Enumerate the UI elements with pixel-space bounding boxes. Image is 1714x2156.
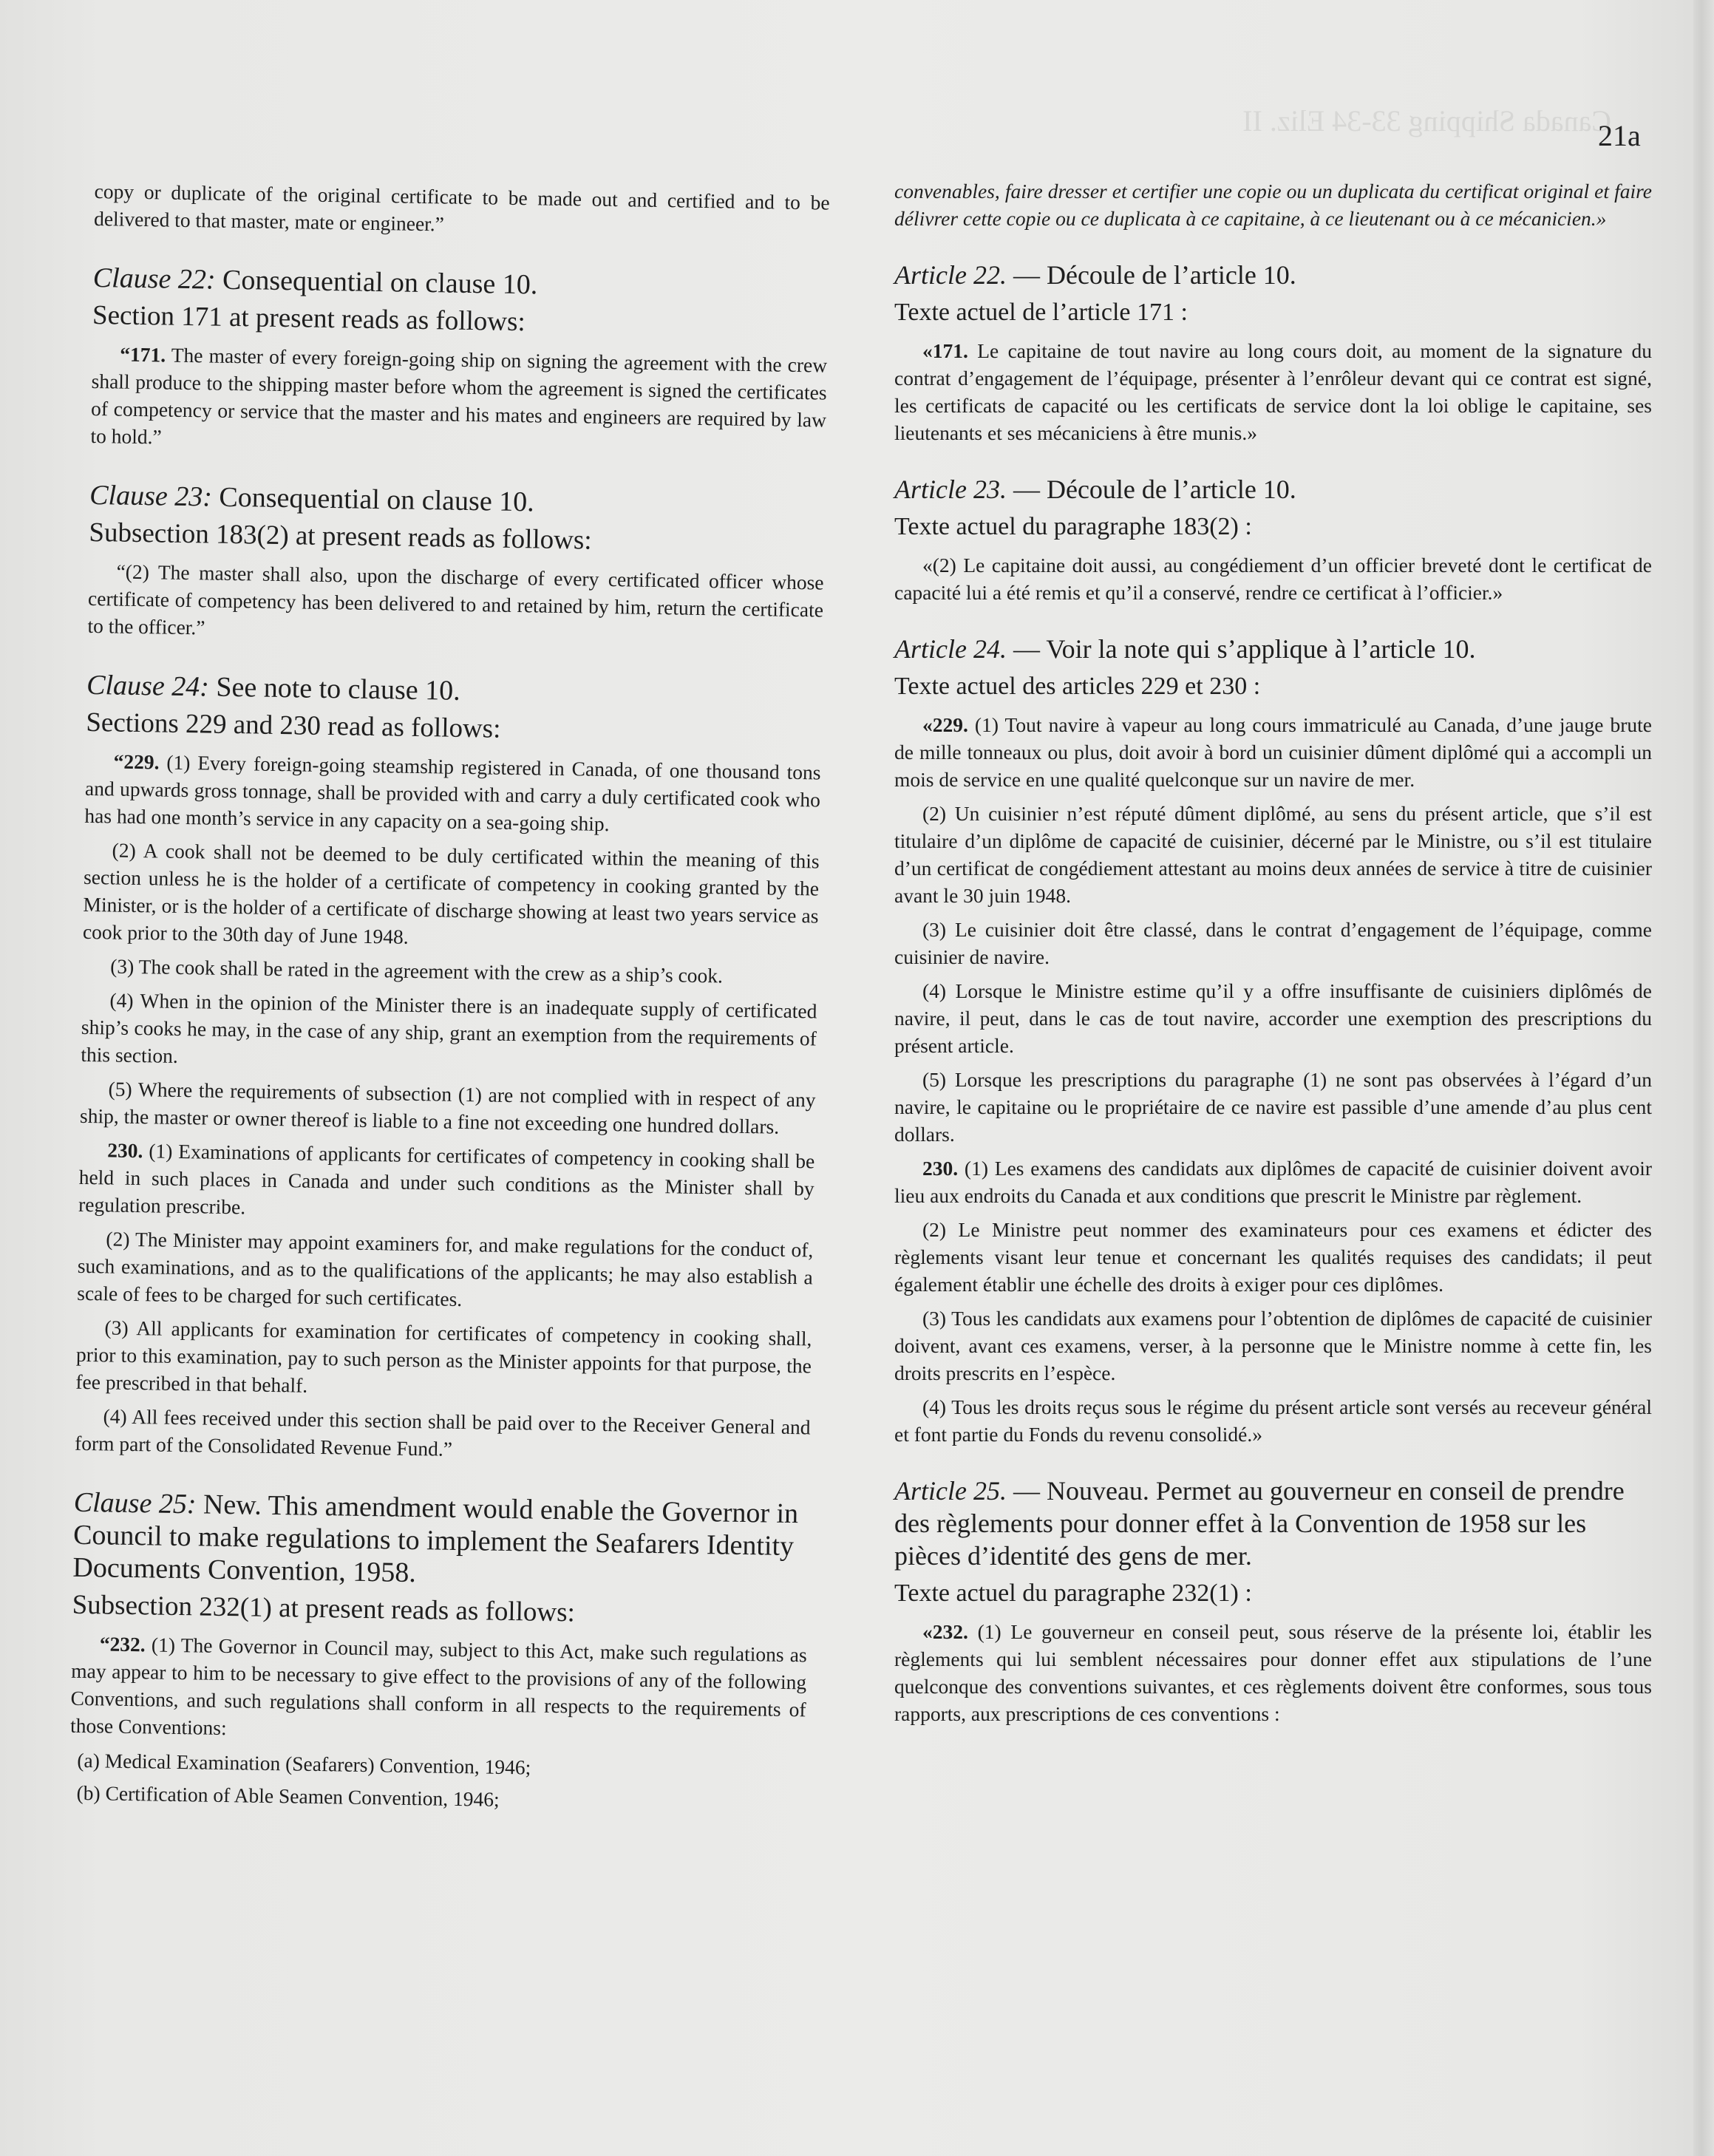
- article-label: Article 23.: [894, 475, 1007, 504]
- article-title: — Voir la note qui s’applique à l’article 10.: [1013, 634, 1476, 664]
- clause-title: New. This amendment would enable the Governor in Council to make regulations to implement the Seafarers Identity Documents Convention, 1958.: [72, 1489, 799, 1589]
- article-label: Article 24.: [894, 634, 1007, 664]
- section-number: “171.: [120, 342, 166, 367]
- article-230-1: [894, 1154, 1652, 1209]
- section-subheading: Texte actuel de l’article 171 :: [894, 299, 1188, 326]
- section-body: (1) Every foreign-going steamship registered in Canada, of one thousand tons and upwards gross tonnage, shall be provided with and carry a duly certificated cook who has had one month’s service in any capacity on a sea-going ship.: [84, 750, 821, 836]
- section-subheading: Subsection 183(2) at present reads as follows:: [89, 517, 592, 556]
- article-229-5: (5) Lorsque les prescriptions du paragraphe (1) ne sont pas observées à l’égard d’un navire, le capitaine ou le propriétaire de ce navire est passible d’une amende d’au plus cent dollars.: [894, 1068, 1652, 1146]
- article-229-3: (3) Le cuisinier doit être classé, dans le contrat d’engagement de l’équipage, comme cuisinier de navire.: [894, 918, 1652, 968]
- convention-item-a: (a) Medical Examination (Seafarers) Convention, 1946;: [77, 1748, 531, 1779]
- clause-title: Consequential on clause 10.: [219, 481, 535, 518]
- intro-paragraph: copy or duplicate of the original certificate to be made out and certified and to be delivered to that master, mate or engineer.”: [93, 179, 830, 236]
- article-title: — Nouveau. Permet au gouverneur en conseil de prendre des règlements pour donner effet à la Convention de 1958 sur les pièces d’identité des gens de mer.: [894, 1476, 1625, 1571]
- section-230-2: (2) The Minister may appoint examiners for, and make regulations for the conduct of, such examinations, and as to the qualifications of the applicants; he may also establish a scale of fees to be charged for such certificates.: [77, 1227, 814, 1310]
- page-number: 21a: [1598, 119, 1641, 152]
- clause-24-heading: [86, 669, 823, 713]
- page-edge: [1693, 0, 1714, 2156]
- subsection-183-2-text: “(2) The master shall also, upon the discharge of every certificated officer whose certificate of competency has been delivered to and retained by him, return the certificate to the officer.”: [87, 560, 824, 639]
- article-229-2: (2) Un cuisinier n’est réputé dûment diplômé, au sens du présent article, que s’il est titulaire d’un diplôme de capacité de cuisinier, décerné par le Ministre, ou s’il est titulaire d’un certificat de congédiement attestant au moins deux années de service à titre de cuisinier avant le 30 juin 1948.: [894, 802, 1652, 907]
- section-subheading: Texte actuel du paragraphe 183(2) :: [894, 513, 1252, 540]
- article-23-heading: [894, 473, 1652, 506]
- article-25-heading: [894, 1475, 1652, 1572]
- section-230-1: [78, 1136, 815, 1230]
- section-subheading: Texte actuel des articles 229 et 230 :: [894, 673, 1261, 700]
- section-number: «232.: [922, 1620, 968, 1643]
- french-column: [894, 177, 1652, 1734]
- article-232-1: [894, 1618, 1652, 1727]
- section-229-2: (2) A cook shall not be deemed to be duly certificated within the meaning of this section unless he is the holder of a certificate of competency in cooking granted by the Minister, or is the holder of a certificate of discharge showing at least two years service as cook prior to the 30th day of June 1948.: [82, 838, 820, 948]
- article-label: Article 22.: [894, 260, 1007, 290]
- paragraph-183-2-text: «(2) Le capitaine doit aussi, au congédiement d’un officier breveté dont le certificat de capacité lui a été remis et qu’il a conservé, rendre ce certificat à l’officier.»: [894, 554, 1652, 604]
- article-230-4: (4) Tous les droits reçus sous le régime du présent article sont versés au receveur général et font partie du Fonds du revenu consolidé.»: [894, 1395, 1652, 1446]
- clause-23-heading: [89, 479, 826, 523]
- section-number: “232.: [99, 1632, 146, 1656]
- article-title: — Découle de l’article 10.: [1013, 475, 1296, 504]
- section-229-3: (3) The cook shall be rated in the agreement with the crew as a ship’s cook.: [110, 954, 724, 987]
- article-229-1: [894, 711, 1652, 793]
- section-subheading: Sections 229 and 230 read as follows:: [86, 707, 501, 744]
- section-number: 230.: [107, 1138, 143, 1163]
- article-24-heading: [894, 633, 1652, 665]
- section-subheading: Subsection 232(1) at present reads as follows:: [72, 1589, 576, 1628]
- clause-title: See note to clause 10.: [216, 671, 460, 707]
- section-230-3: (3) All applicants for examination for certificates of competency in cooking shall, prior to this examination, pay to such person as the Minister appoints for that purpose, the fee prescribed in that behalf.: [75, 1316, 812, 1397]
- clause-label: Clause 24:: [86, 669, 210, 703]
- section-body: The master of every foreign-going ship on signing the agreement with the crew shall produce to the shipping master before whom the agreement is signed the certificates of competency or service that the master and his mates and engineers are required by law to hold.”: [90, 343, 828, 449]
- intro-paragraph: convenables, faire dresser et certifier une copie ou un duplicata du certificat original et faire délivrer cette copie ou ce duplicata à ce capitaine, à ce lieutenant ou à ce mécanicien.»: [894, 180, 1652, 230]
- section-number: “229.: [113, 749, 160, 774]
- clause-label: Clause 25:: [73, 1486, 197, 1520]
- section-body: Le capitaine de tout navire au long cours doit, au moment de la signature du contrat d’engagement de l’équipage, présenter à l’enrôleur devant qui ce contrat est signé, les certificats de capacité ou les certificats de service dont la loi oblige le capitaine, ses lieutenants et ses mécaniciens à être munis.»: [894, 339, 1653, 444]
- clause-label: Clause 22:: [92, 262, 216, 296]
- article-230-2: (2) Le Ministre peut nommer des examinateurs pour ces examens et édicter des règlements visant leur tenue et concernant les qualités requises des candidats; il peut également établir une échelle des droits à exiger pour ces diplômes.: [894, 1218, 1652, 1296]
- clause-label: Clause 23:: [89, 479, 213, 513]
- section-number: 230.: [922, 1157, 959, 1180]
- article-title: — Découle de l’article 10.: [1013, 260, 1296, 290]
- section-body: (1) Tout navire à vapeur au long cours immatriculé au Canada, d’une jauge brute de mille tonneaux ou plus, doit avoir à bord un cuisinier dûment diplômé qui a accompli un mois de service en une qualité quelconque sur un navire de mer.: [894, 713, 1653, 791]
- section-171-text: [90, 340, 827, 461]
- section-number: «171.: [922, 339, 968, 362]
- section-body: (1) Les examens des candidats aux diplômes de capacité de cuisinier doivent avoir lieu aux endroits du Canada et aux conditions que prescrit le Ministre par règlement.: [894, 1157, 1653, 1207]
- article-label: Article 25.: [894, 1476, 1007, 1506]
- section-body: (1) Examinations of applicants for certificates of competency in cooking shall be held in such places in Canada and under such conditions as the Minister shall by regulation prescribe.: [78, 1139, 815, 1219]
- article-229-4: (4) Lorsque le Ministre estime qu’il y a offre insuffisante de cuisiniers diplômés de navire, il peut, dans le cas de tout navire, accorder une exemption des prescriptions du présent article.: [894, 979, 1652, 1057]
- section-body: (1) The Governor in Council may, subject to this Act, make such regulations as may appear to him to be necessary to give effect to the provisions of any of the following Conventions, and such regulations shall conform in all respects to the requirements of those Conventions:: [69, 1633, 807, 1740]
- section-number: «229.: [922, 713, 968, 736]
- clause-25-heading: [72, 1486, 809, 1596]
- article-22-heading: [894, 259, 1652, 291]
- bleed-through-header: Canada Shipping 33-34 Eliz. II: [1242, 104, 1611, 137]
- section-229-1: [84, 747, 821, 841]
- article-171-text: [894, 337, 1652, 446]
- clause-title: Consequential on clause 10.: [222, 264, 538, 301]
- section-230-4: (4) All fees received under this section shall be paid over to the Receiver General and form part of the Consolidated Revenue Fund.”: [74, 1404, 811, 1460]
- article-230-3: (3) Tous les candidats aux examens pour l’obtention de diplômes de capacité de cuisinier doivent, avant ces examens, verser, à la personne que le Ministre nomme à cette fin, les droits prescrits en l’espèce.: [894, 1307, 1652, 1384]
- english-column: [69, 177, 830, 1822]
- section-subheading: Section 171 at present reads as follows:: [92, 299, 526, 338]
- section-232-1: [70, 1630, 807, 1751]
- section-body: (1) Le gouverneur en conseil peut, sous réserve de la présente loi, établir les règlements qui lui semblent nécessaires pour donner effet aux stipulations de l’une quelconque des conventions suivantes, et ces règlements doivent être conformes, sous tous rapports, aux prescriptions de ces conventions :: [894, 1620, 1652, 1725]
- section-229-4: (4) When in the opinion of the Minister there is an inadequate supply of certificated ship’s cooks he may, in the case of any ship, grant an exemption from the requirements of this section.: [81, 988, 817, 1067]
- section-229-5: (5) Where the requirements of subsection (1) are not complied with in respect of any ship, the master or owner thereof is liable to a fine not exceeding one hundred dollars.: [79, 1077, 816, 1138]
- clause-22-heading: [93, 262, 829, 306]
- convention-item-b: (b) Certification of Able Seamen Convention, 1946;: [76, 1781, 500, 1811]
- section-subheading: Texte actuel du paragraphe 232(1) :: [894, 1579, 1252, 1607]
